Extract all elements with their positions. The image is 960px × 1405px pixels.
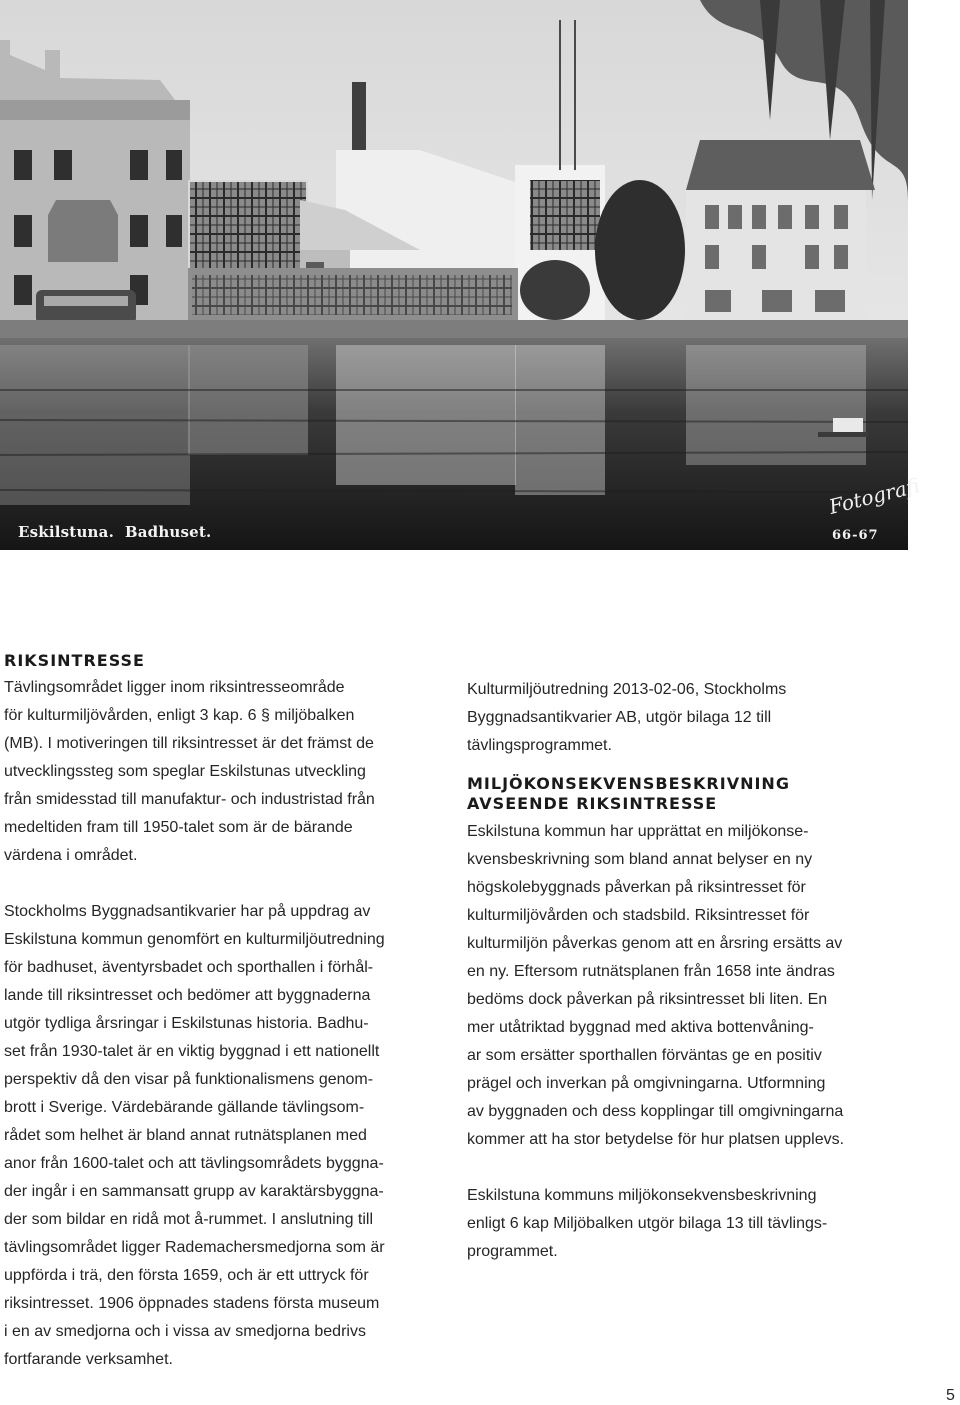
paragraph-kulturmiljoutredning: Kulturmiljöutredning 2013-02-06, Stockholms Byggnadsantikvarier AB, utgör bilaga 12 till tävlingsprogrammet. [467,681,787,754]
paragraph-spacer [467,1154,907,1182]
badhuset-photo [0,0,923,550]
paragraph-bilaga-13: Eskilstuna kommuns miljökonsekvensbeskrivning enligt 6 kap Miljöbalken utgör bilaga 13 till tävlings- programmet. [467,1187,828,1260]
paragraph-riksintresse: Tävlingsområdet ligger inom riksintresseområde för kulturmiljövården, enligt 3 kap. 6 § miljöbalken (MB). I motiveringen till riksintresset är det främst de utvecklingssteg som speglar Eskilstunas utveckling från smidesstad till manufaktur- och industristad från medeltiden fram till 1950-talet som är de bärande värdena i området. [4,679,375,864]
photo-caption-number: 66-67 [832,528,879,543]
badhuset-photo-illustration [0,0,908,550]
heading-miljokonsekvensbeskrivning: MILJÖKONSEKVENSBESKRIVNING AVSEENDE RIKSINTRESSE [467,774,790,813]
left-column [4,648,444,1374]
right-column [467,676,907,1266]
heading-riksintresse: RIKSINTRESSE [4,651,145,670]
photo-caption-location: Eskilstuna. Badhuset. [18,523,212,541]
photo-stamp: Fotografi [826,473,923,519]
paragraph-miljokonsekvensbeskrivning: Eskilstuna kommun har upprättat en miljökonse- kvensbeskrivning som bland annat belyser en ny högskolebyggnads påverkan på riksintresset för kulturmiljövården och stadsbild. Riksintresset för kulturmiljön påverkas genom att en årsring ersätts av en ny. Eftersom rutnätsplanen från 1658 inte ändras bedöms dock påverkan på riksintresset bli liten. En mer utåtriktad byggnad med aktiva bottenvåning- ar som ersätter sporthallen förväntas ge en positiv prägel och inverkan på omgivningarna. Utformning av byggnaden och dess kopplingar till omgivningarna kommer att ha stor betydelse för hur platsen upplevs. [467,823,845,1148]
paragraph-stockholms-byggnadsantikvarier: Stockholms Byggnadsantikvarier har på uppdrag av Eskilstuna kommun genomfört en kulturmiljöutredning för badhuset, äventyrsbadet och sporthallen i förhål- lande till riksintresset och bedömer att byggnaderna utgör tydliga årsringar i Eskilstunas historia. Badhu- set från 1930-talet är en viktig byggnad i ett nationellt perspektiv då den visar på funktionalismens genom- brott i Sverige. Värdebärande gällande tävlingsom- rådet som helhet är bland annat rutnätsplanen med anor från 1600-talet och att tävlingsområdets byggna- der ingår i en sammansatt grupp av karaktärsbyggna- der som bildar en ridå mot å-rummet. I anslutning till tävlingsområdet ligger Rademachersmedjorna som är uppförda i trä, den första 1659, och är ett uttryck för riksintresset. 1906 öppnades stadens första museum i en av smedjorna och i vissa av smedjorna bedrivs fortfarande verksamhet. [4,903,385,1368]
page-number: 5 [946,1387,955,1404]
paragraph-spacer [4,870,444,898]
